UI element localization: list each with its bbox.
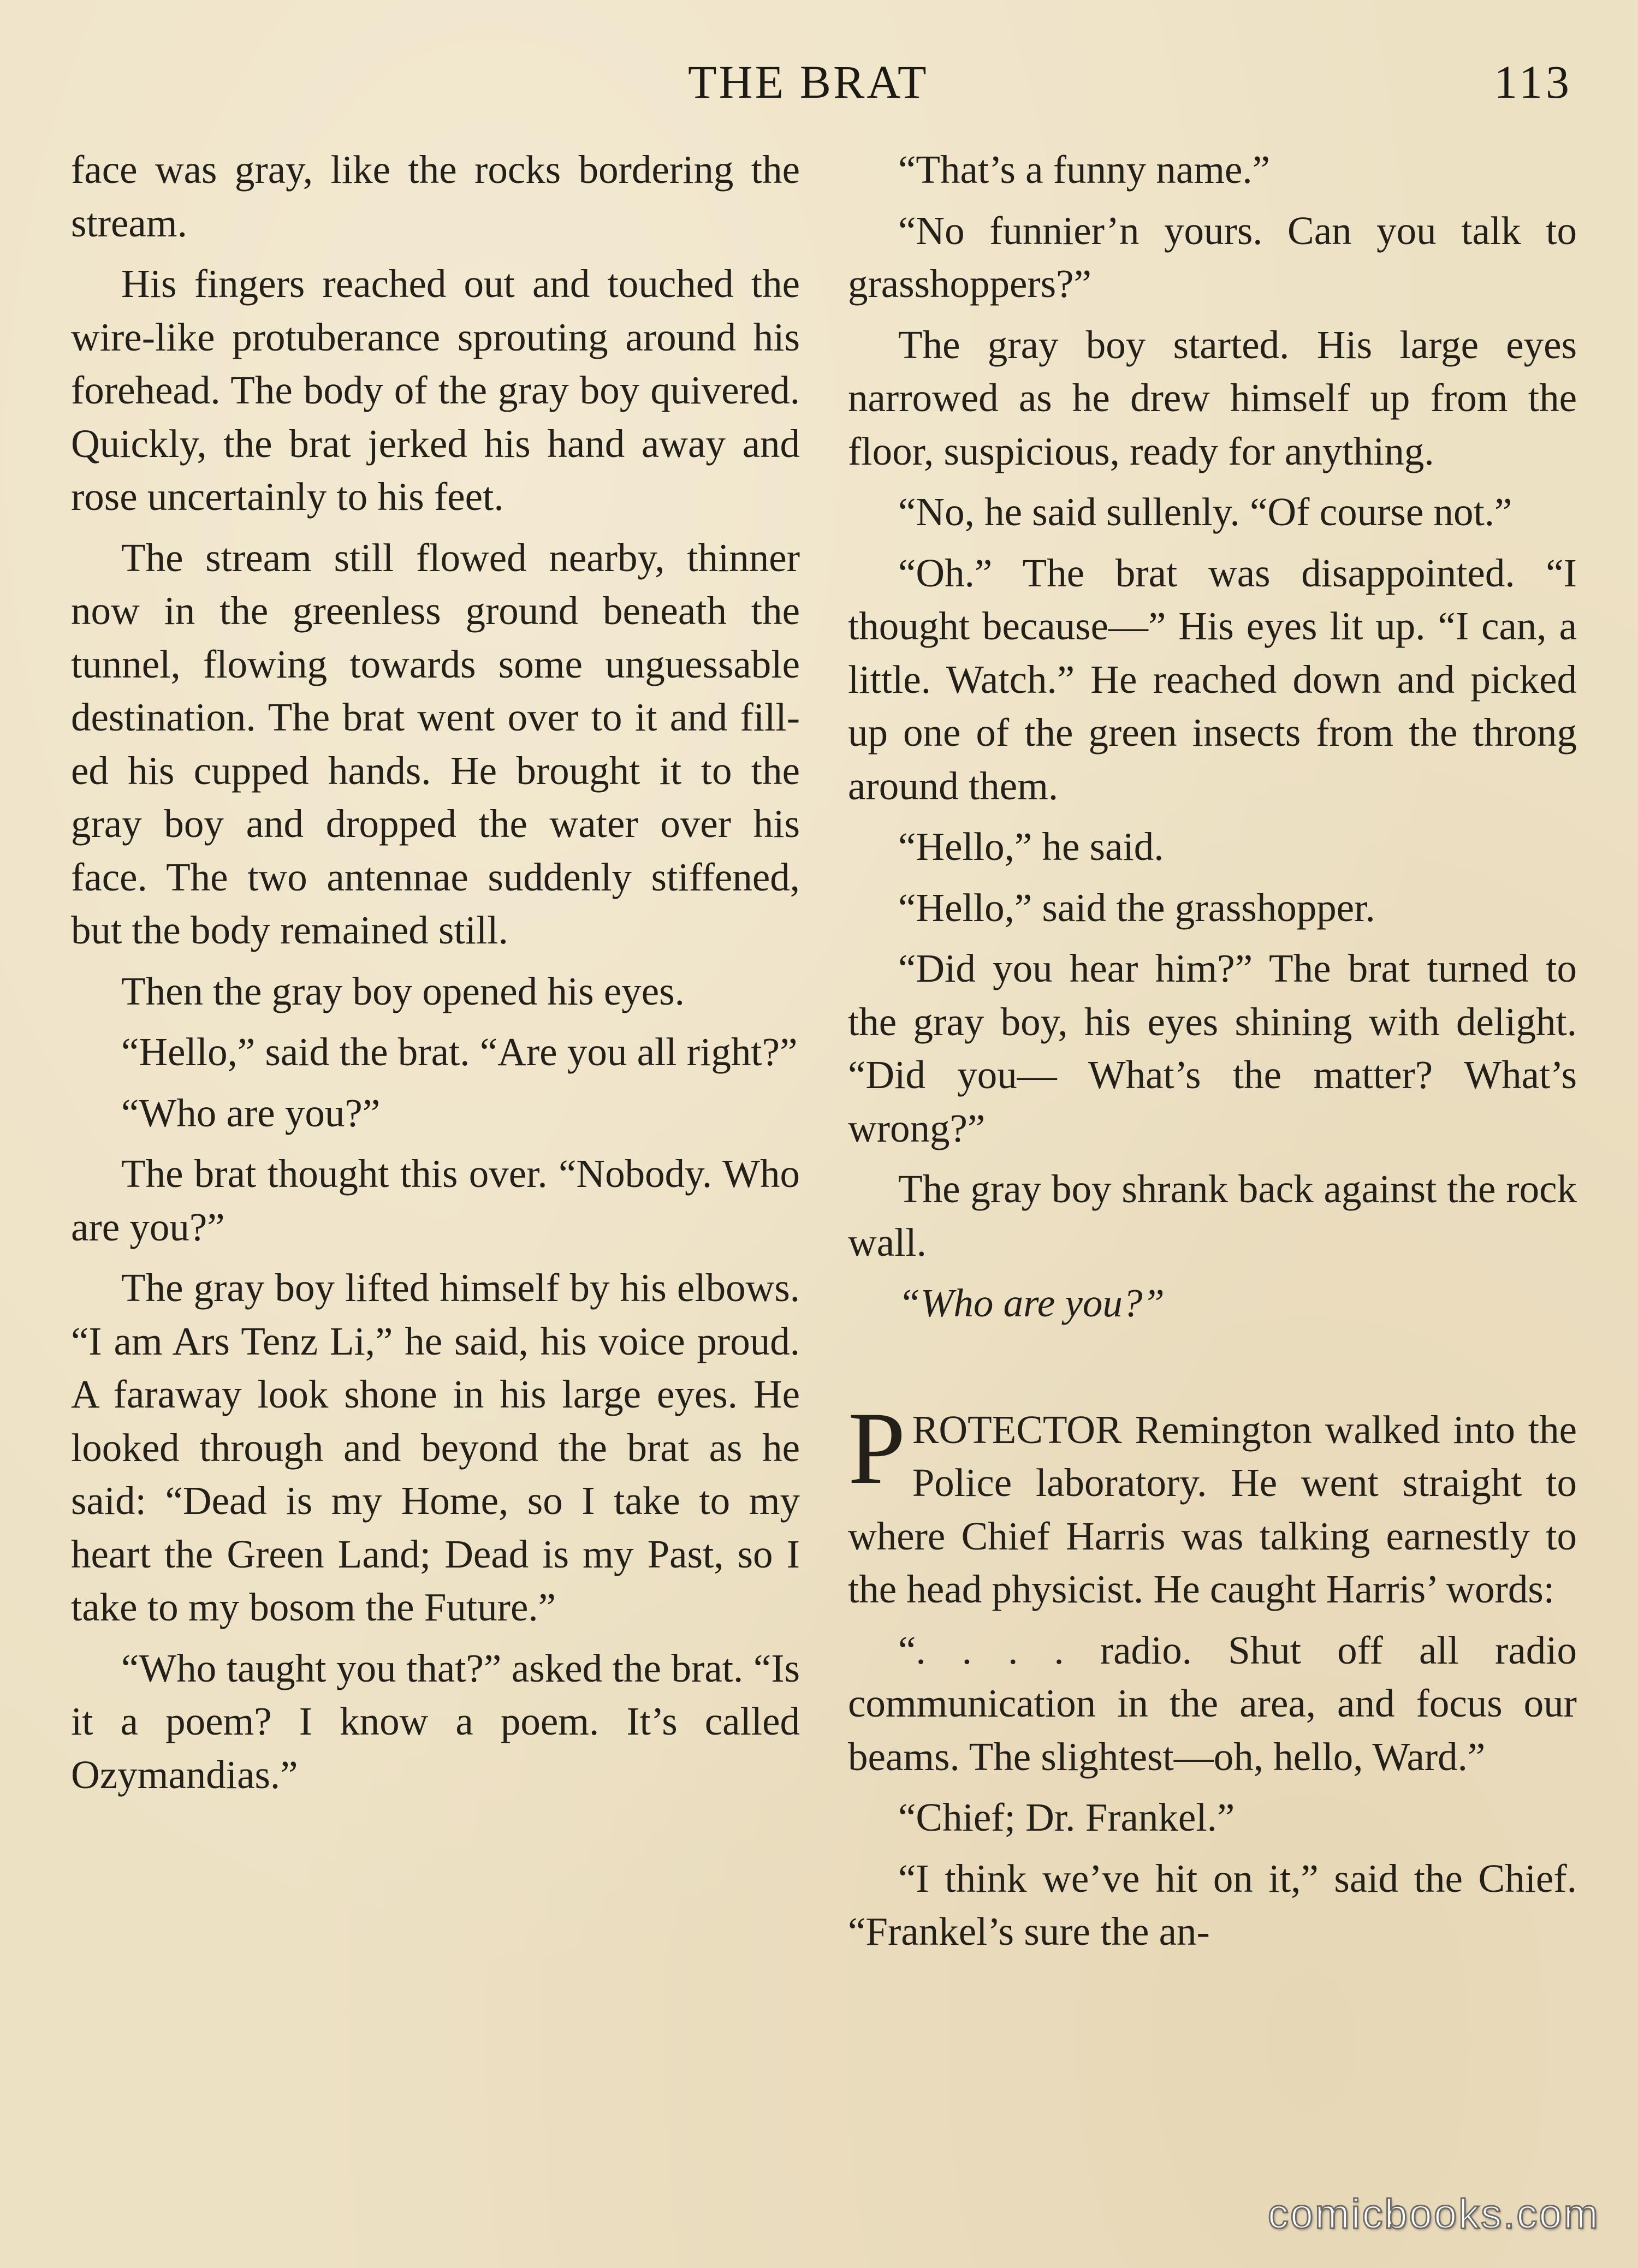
paragraph: “Hello,” he said.: [898, 824, 1164, 869]
paragraph: “No, he said sullenly. “Of course not.”: [898, 490, 1512, 534]
site-watermark: comicbooks.com: [1268, 2191, 1600, 2237]
paragraph: “No funnier’n yours. Can you talk to grasshoppers?”: [848, 208, 1577, 306]
paragraph: “. . . . radio. Shut off all radio communication in the area, and focus our beams. The slightest—oh, hello, Ward.”: [848, 1628, 1577, 1779]
paragraph: “I think we’ve hit on it,” said the Chief. “Frankel’s sure the an-: [848, 1856, 1577, 1954]
paragraph: The brat thought this over. “Nobody. Who are you?”: [71, 1151, 800, 1249]
paragraph: “Hello,” said the grasshopper.: [898, 885, 1375, 930]
italic-line: “Who are you?”: [898, 1281, 1165, 1325]
paragraph: “Hello,” said the brat. “Are you all right?”: [121, 1030, 798, 1074]
section-opening-paragraph: [848, 1391, 1577, 1616]
paragraph: “Who taught you that?” asked the brat. “Is it a poem? I know a poem. It’s called Ozymandias.”: [71, 1646, 800, 1797]
section-break: [848, 1338, 1577, 1403]
paragraph: “Chief; Dr. Frankel.”: [898, 1795, 1235, 1839]
left-text-column: [71, 143, 800, 1809]
section-opening-text: ROTECTOR Remington walked into the Police laboratory. He went straight to where Chief Harris was talking earnestly to the head physicist. He caught Harris’ words:: [848, 1407, 1577, 1611]
paragraph: The gray boy lifted himself by his elbows. “I am Ars Tenz Li,” he said, his voice proud. A faraway look shone in his large eyes. He looked through and beyond the brat as he said: “Dead is my Home, so I take to my heart the Green Land; Dead is my Past, so I take to my bosom the Future.”: [71, 1266, 800, 1629]
paragraph: The gray boy shrank back against the rock wall.: [848, 1167, 1577, 1264]
paragraph: “Oh.” The brat was disappointed. “I thought because—” His eyes lit up. “I can, a little. Watch.” He reached down and picked up one of the green insects from the throng around them.: [848, 550, 1577, 808]
right-text-column: [848, 143, 1577, 1966]
paragraph: His fingers reached out and touched the wire-like protuberance sprouting around his forehead. The body of the gray boy quivered. Quickly, the brat jerked his hand away and rose uncertainly to his feet.: [71, 262, 800, 519]
paragraph: “Did you hear him?” The brat turned to the gray boy, his eyes shining with delight. “Did you— What’s the matter? What’s wrong?”: [848, 946, 1577, 1150]
paragraph: The stream still flowed nearby, thinner now in the greenless ground beneath the tunnel, flowing towards some unguessable destination. The brat went over to it and filled his cupped hands. He brought it to the gray boy and dropped the water over his face. The two antennae suddenly stiffened, but the body remained still.: [71, 535, 800, 952]
paragraph: The gray boy started. His large eyes narrowed as he drew himself up from the floor, suspicious, ready for anything.: [848, 322, 1577, 473]
page-number: 113: [1494, 56, 1572, 108]
drop-cap: P: [848, 1391, 906, 1506]
paragraph: Then the gray boy opened his eyes.: [121, 969, 685, 1013]
running-title: THE BRAT: [688, 56, 929, 108]
running-header: [0, 55, 1638, 115]
paragraph: “That’s a funny name.”: [898, 147, 1271, 192]
paragraph: face was gray, like the rocks bordering the stream.: [71, 147, 800, 245]
paragraph: “Who are you?”: [121, 1090, 381, 1135]
